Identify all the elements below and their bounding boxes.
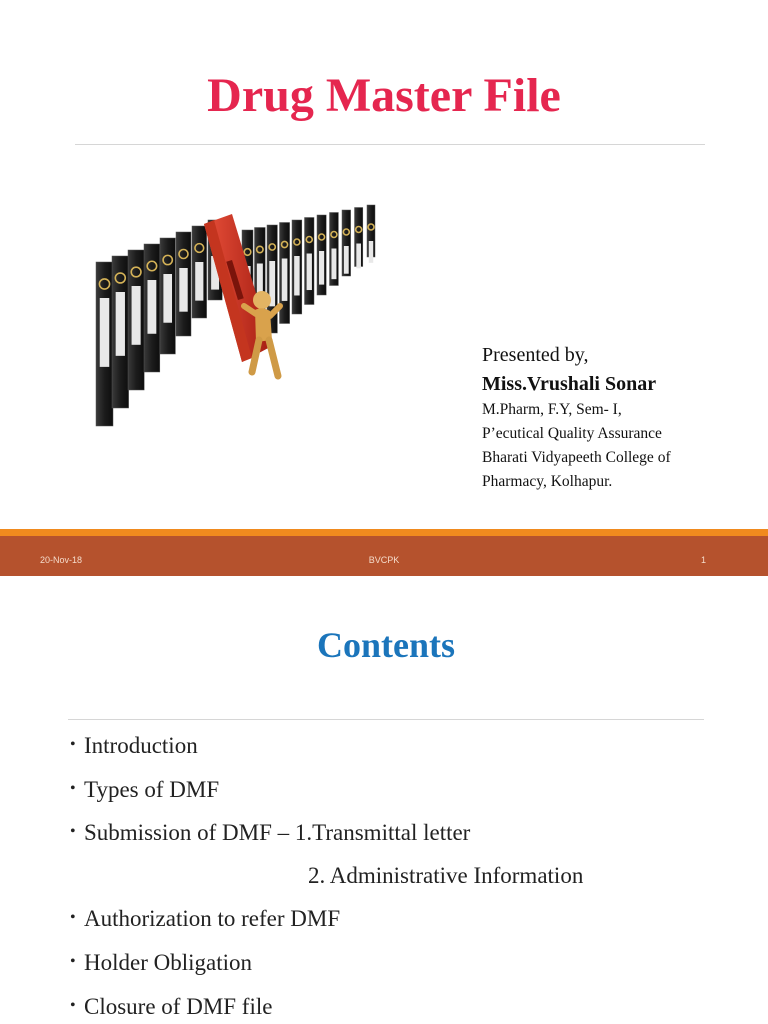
presenter-location: Pharmacy, Kolhapur. — [482, 473, 613, 490]
binder-label — [307, 254, 312, 291]
binder-label — [356, 244, 361, 269]
presenter-name: Miss.Vrushali Sonar — [482, 373, 657, 395]
presenter-block — [482, 340, 671, 494]
binder-label — [282, 259, 288, 301]
presenter-intro: Presented by, — [482, 344, 589, 366]
bullet-icon: • — [70, 779, 76, 797]
presenter-college: Bharati Vidyapeeth College of — [482, 449, 671, 466]
contents-list — [70, 724, 583, 1024]
footer-accent-stripe — [0, 529, 768, 536]
footer-institution: BVCPK — [368, 555, 400, 565]
binder-label — [331, 249, 336, 280]
bullet-icon: • — [70, 736, 76, 753]
binder-label — [369, 241, 373, 263]
slide-title-heading: Drug Master File — [207, 69, 561, 122]
bullet-icon: • — [70, 996, 76, 1014]
binder-label — [147, 280, 156, 334]
presenter-course: M.Pharm, F.Y, Sem- I, — [482, 401, 622, 418]
binder-group-left — [96, 220, 222, 426]
binder-label — [163, 274, 172, 323]
binder-label — [195, 262, 203, 301]
binder-label — [294, 256, 299, 295]
binder-label — [344, 246, 349, 274]
binder-label — [116, 292, 125, 356]
slide-footer — [0, 536, 768, 576]
list-item: • Authorization to refer DMF — [70, 897, 583, 941]
list-item-continuation: 2. Administrative Information — [308, 862, 584, 888]
binder-label — [132, 286, 141, 345]
slide-contents — [0, 576, 768, 1024]
binder-label — [179, 268, 187, 312]
title-divider — [75, 144, 705, 145]
list-item: • Submission of DMF – 1.Transmittal letter — [70, 811, 583, 855]
footer-date: 20-Nov-18 — [40, 555, 83, 565]
footer-page-number: 1 — [700, 555, 706, 565]
list-item: • Introduction — [70, 724, 583, 768]
bullet-icon: • — [70, 909, 76, 927]
bullet-icon: • — [70, 952, 76, 970]
contents-divider — [68, 719, 704, 720]
binder-label — [319, 251, 324, 285]
list-item: • Closure of DMF file — [70, 985, 583, 1024]
presenter-department: P’ecutical Quality Assurance — [482, 425, 662, 442]
contents-heading: Contents — [316, 625, 455, 665]
bullet-icon: • — [70, 823, 76, 841]
list-item: • Holder Obligation — [70, 941, 583, 985]
binder-label — [100, 298, 110, 367]
list-item: • Types of DMF — [70, 768, 583, 812]
binders-illustration — [92, 200, 380, 428]
